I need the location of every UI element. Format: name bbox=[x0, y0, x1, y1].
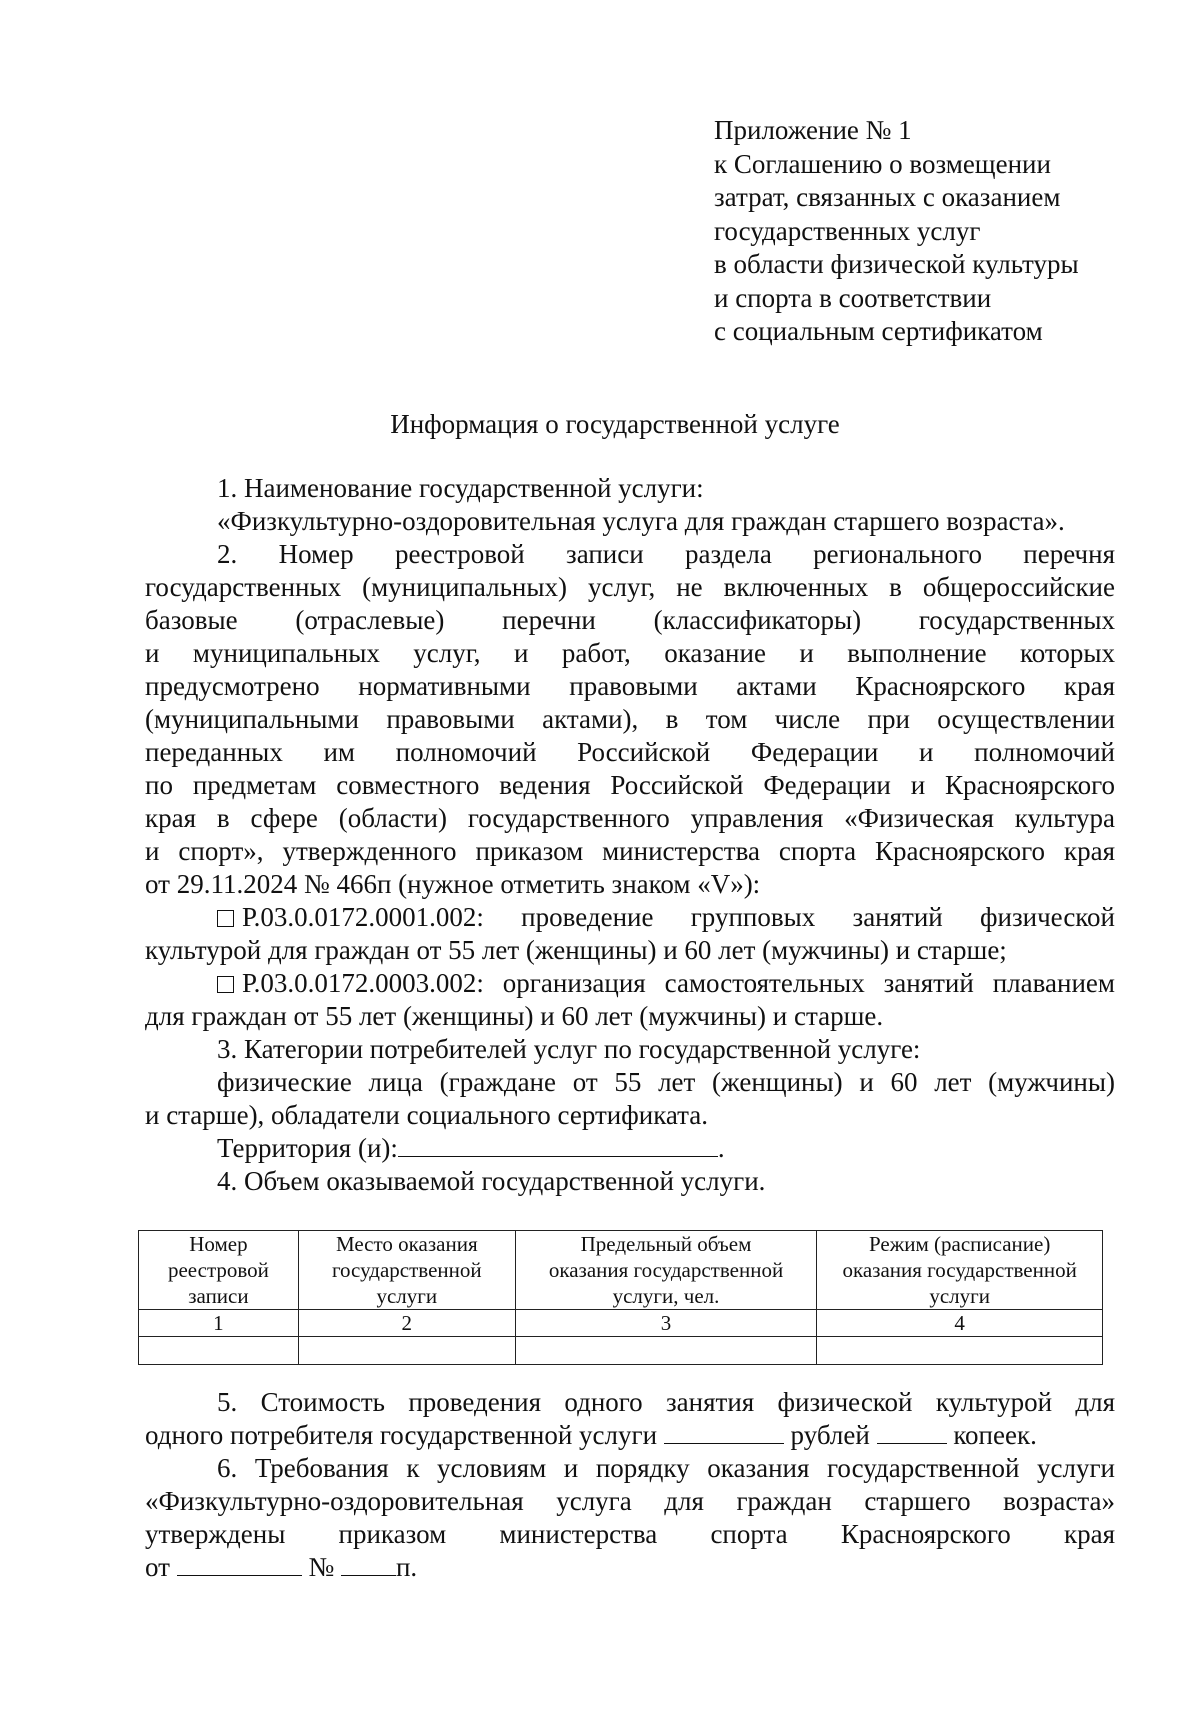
section6-line3: утверждены приказом министерства спорта Красноярского края bbox=[145, 1519, 1115, 1549]
table-cell: 4 bbox=[817, 1310, 1103, 1337]
option2-line1 bbox=[145, 967, 1115, 1000]
document-body-after-table bbox=[145, 1386, 1115, 1584]
section2-line: предусмотрено нормативными правовыми актами Красноярского края bbox=[145, 671, 1115, 701]
rubles-blank[interactable] bbox=[664, 1419, 784, 1444]
header-text: услуги bbox=[929, 1284, 990, 1308]
table-cell: 1 bbox=[139, 1310, 299, 1337]
document-title: Информация о государственной услуге bbox=[390, 409, 840, 439]
option1-line2: культурой для граждан от 55 лет (женщины) и 60 лет (мужчины) и старше; bbox=[145, 935, 1007, 965]
header-text: услуги, чел. bbox=[612, 1284, 720, 1308]
header-text: Предельный объем bbox=[580, 1232, 752, 1256]
appendix-line: с социальным сертификатом bbox=[714, 316, 1043, 346]
table-cell[interactable] bbox=[139, 1337, 299, 1365]
appendix-line: в области физической культуры bbox=[714, 249, 1079, 279]
section2-line: государственных (муниципальных) услуг, не включенных в общероссийские bbox=[145, 572, 1115, 602]
document-body bbox=[145, 472, 1115, 1198]
section1-value: «Физкультурно-оздоровительная услуга для граждан старшего возраста». bbox=[217, 506, 1065, 536]
appendix-line: к Соглашению о возмещении bbox=[714, 148, 1051, 179]
territory-end: . bbox=[717, 1133, 725, 1163]
option1-text: Р.03.0.0172.0001.002: проведение групповых занятий физической bbox=[242, 902, 1115, 932]
order-number-blank[interactable] bbox=[341, 1551, 396, 1576]
section5-rubles-label: рублей bbox=[790, 1420, 870, 1450]
section4-heading: 4. Объем оказываемой государственной услуги. bbox=[217, 1166, 766, 1196]
appendix-line: государственных услуг bbox=[714, 215, 981, 246]
option2-text: Р.03.0.0172.0003.002: организация самостоятельных занятий плаванием bbox=[242, 968, 1115, 998]
table-cell: 2 bbox=[298, 1310, 515, 1337]
territory-blank[interactable] bbox=[398, 1132, 718, 1157]
header-text: оказания государственной bbox=[842, 1258, 1077, 1282]
header-text: Режим (расписание) bbox=[869, 1232, 1051, 1256]
header-text: Место оказания bbox=[335, 1232, 478, 1256]
appendix-block bbox=[714, 114, 1079, 349]
section1-heading: 1. Наименование государственной услуги: bbox=[217, 473, 704, 503]
option1-line1 bbox=[145, 901, 1115, 934]
section6-suffix: п. bbox=[395, 1552, 418, 1582]
header-text: записи bbox=[188, 1284, 249, 1308]
option2-line2: для граждан от 55 лет (женщины) и 60 лет (мужчины) и старше. bbox=[145, 1001, 884, 1031]
section2-line: и муниципальных услуг, и работ, оказание и выполнение которых bbox=[145, 638, 1115, 668]
table-header-cell bbox=[298, 1231, 515, 1310]
header-text: оказания государственной bbox=[548, 1258, 784, 1282]
section2-line: от 29.11.2024 № 466п (нужное отметить знаком «V»): bbox=[145, 869, 761, 899]
section5-kopecks-label: копеек. bbox=[953, 1420, 1037, 1450]
table-cell[interactable] bbox=[817, 1337, 1103, 1365]
appendix-line: затрат, связанных с оказанием bbox=[714, 182, 1061, 212]
table-row bbox=[139, 1337, 1103, 1365]
territory-label: Территория (и): bbox=[217, 1133, 398, 1163]
kopecks-blank[interactable] bbox=[877, 1419, 947, 1444]
section5-text: одного потребителя государственной услуги bbox=[145, 1420, 658, 1450]
section6-from-label: от bbox=[145, 1552, 170, 1582]
order-date-blank[interactable] bbox=[177, 1551, 302, 1576]
section2-line: и спорт», утвержденного приказом министерства спорта Красноярского края bbox=[145, 836, 1115, 866]
section5-line2 bbox=[145, 1419, 1115, 1452]
territory-line bbox=[145, 1132, 1115, 1165]
option2-checkbox[interactable] bbox=[217, 976, 234, 993]
section5-line1: 5. Стоимость проведения одного занятия физической культурой для bbox=[217, 1387, 1115, 1417]
section2-line: переданных им полномочий Российской Федерации и полномочий bbox=[145, 737, 1115, 767]
header-text: услуги bbox=[376, 1284, 438, 1308]
section2-line: 2. Номер реестровой записи раздела регионального перечня bbox=[217, 539, 1115, 569]
section2-line: по предметам совместного ведения Российской Федерации и Красноярского bbox=[145, 770, 1115, 800]
section3-heading: 3. Категории потребителей услуг по государственной услуге: bbox=[217, 1034, 921, 1064]
header-text: государственной bbox=[331, 1258, 482, 1282]
table-header-cell bbox=[817, 1231, 1103, 1310]
table-cell: 3 bbox=[515, 1310, 817, 1337]
table-header-cell bbox=[139, 1231, 299, 1310]
section2-line: базовые (отраслевые) перечни (классификаторы) государственных bbox=[145, 605, 1115, 635]
section6-line1: 6. Требования к условиям и порядку оказания государственной услуги bbox=[217, 1453, 1115, 1483]
appendix-line: Приложение № 1 bbox=[714, 115, 912, 145]
section2-line: (муниципальными правовыми актами), в том числе при осуществлении bbox=[145, 704, 1115, 734]
header-text: реестровой bbox=[167, 1258, 269, 1282]
section2-line: края в сфере (области) государственного управления «Физическая культура bbox=[145, 803, 1115, 833]
section6-line2: «Физкультурно-оздоровительная услуга для граждан старшего возраста» bbox=[145, 1486, 1115, 1516]
section6-number-label: № bbox=[308, 1552, 335, 1582]
option1-checkbox[interactable] bbox=[217, 910, 234, 927]
table-cell[interactable] bbox=[515, 1337, 817, 1365]
header-text: Номер bbox=[189, 1232, 248, 1256]
section6-line4 bbox=[145, 1551, 1115, 1584]
table-cell[interactable] bbox=[298, 1337, 515, 1365]
section3-line1: физические лица (граждане от 55 лет (женщины) и 60 лет (мужчины) bbox=[217, 1067, 1115, 1097]
table-number-row bbox=[139, 1310, 1103, 1337]
volume-table bbox=[138, 1230, 1103, 1365]
table-header-row bbox=[139, 1231, 1103, 1310]
appendix-line: и спорта в соответствии bbox=[714, 282, 992, 313]
table-header-cell bbox=[515, 1231, 817, 1310]
section3-line2: и старше), обладатели социального сертификата. bbox=[145, 1100, 709, 1130]
